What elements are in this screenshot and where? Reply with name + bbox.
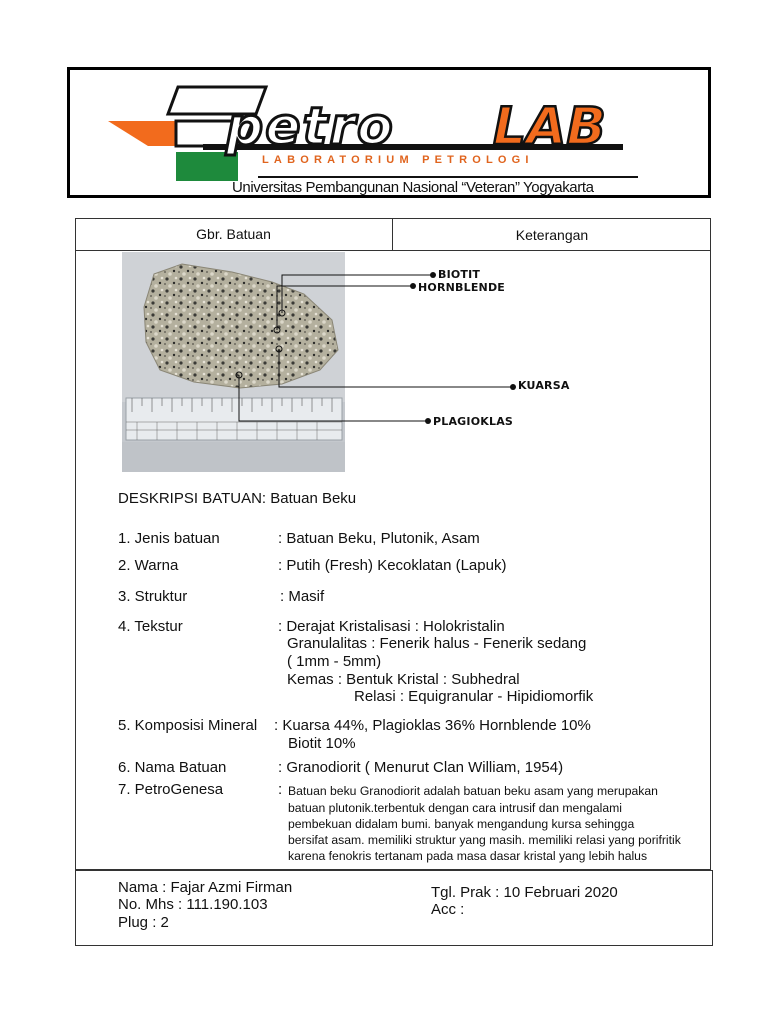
item-jenis-value: : Batuan Beku, Plutonik, Asam — [278, 530, 480, 547]
granodiorite-rock-photo — [122, 252, 345, 472]
item-komposisi-value: : Kuarsa 44%, Plagioklas 36% Hornblende 10% — [274, 717, 591, 734]
item-jenis-label: 1. Jenis batuan — [118, 530, 220, 547]
petrogenesa-line: batuan plutonik.terbentuk dengan cara intrusif dan mengalami — [288, 801, 623, 815]
petrolab-logo — [108, 84, 648, 184]
column-header-gbr-batuan: Gbr. Batuan — [196, 226, 271, 242]
tekstur-granularitas: Granulalitas : Fenerik halus - Fenerik sedang — [287, 635, 587, 652]
label-plagioklas: PLAGIOKLAS — [433, 415, 514, 428]
tekstur-ukuran: ( 1mm - 5mm) — [287, 653, 382, 670]
item-nama-label: 6. Nama Batuan — [118, 759, 227, 776]
footer-acc: Acc : — [431, 901, 465, 918]
item-struktur-label: 3. Struktur — [118, 588, 188, 605]
item-petrogenesa-label: 7. PetroGenesa — [118, 781, 224, 798]
table-header-divider — [75, 250, 711, 251]
petrogenesa-line: pembekuan didalam bumi. banyak mengandung kursa sehingga — [288, 817, 635, 831]
petrogenesa-line: Batuan beku Granodiorit adalah batuan beku asam yang merupakan — [288, 784, 658, 798]
footer-nomhs: No. Mhs : 111.190.103 — [118, 896, 268, 913]
tekstur-relasi: Relasi : Equigranular - Hipidiomorfik — [354, 688, 594, 705]
item-tekstur-label: 4. Tekstur — [118, 618, 183, 635]
petrogenesa-line: karena fenokris tertanam pada masa dasar kristal yang lebih halus — [288, 849, 648, 863]
item-nama-value: : Granodiorit ( Menurut Clan William, 1954) — [278, 759, 564, 776]
item-warna-label: 2. Warna — [118, 557, 179, 574]
column-header-keterangan: Keterangan — [515, 227, 589, 243]
footer-tgl-prak: Tgl. Prak : 10 Februari 2020 — [431, 884, 618, 901]
lab-subtitle: LABORATORIUM PETROLOGI — [262, 154, 534, 166]
label-kuarsa: KUARSA — [518, 379, 570, 392]
item-komposisi-label: 5. Komposisi Mineral — [118, 717, 258, 734]
item-warna-value: : Putih (Fresh) Kecoklatan (Lapuk) — [278, 557, 507, 574]
footer-plug: Plug : 2 — [118, 914, 169, 931]
item-komposisi-value-2: Biotit 10% — [288, 735, 356, 752]
petrogenesa-line: bersifat asam. memiliki struktur yang masih. memiliki relasi yang porifritik — [288, 833, 681, 847]
svg-text:petro: petro — [226, 97, 395, 157]
university-name: Universitas Pembangunan Nasional “Veteran” Yogyakarta — [232, 179, 594, 196]
item-petrogenesa-colon: : — [278, 781, 283, 798]
item-struktur-value: : Masif — [280, 588, 325, 605]
label-biotit: BIOTIT — [438, 268, 481, 281]
svg-text:LAB: LAB — [493, 97, 607, 157]
tekstur-kemas: Kemas : Bentuk Kristal : Subhedral — [287, 671, 520, 688]
item-tekstur-value: : Derajat Kristalisasi : Holokristalin — [278, 618, 505, 635]
footer-nama: Nama : Fajar Azmi Firman — [118, 879, 293, 896]
label-hornblende: HORNBLENDE — [418, 281, 505, 294]
description-title: DESKRIPSI BATUAN: Batuan Beku — [118, 490, 357, 507]
